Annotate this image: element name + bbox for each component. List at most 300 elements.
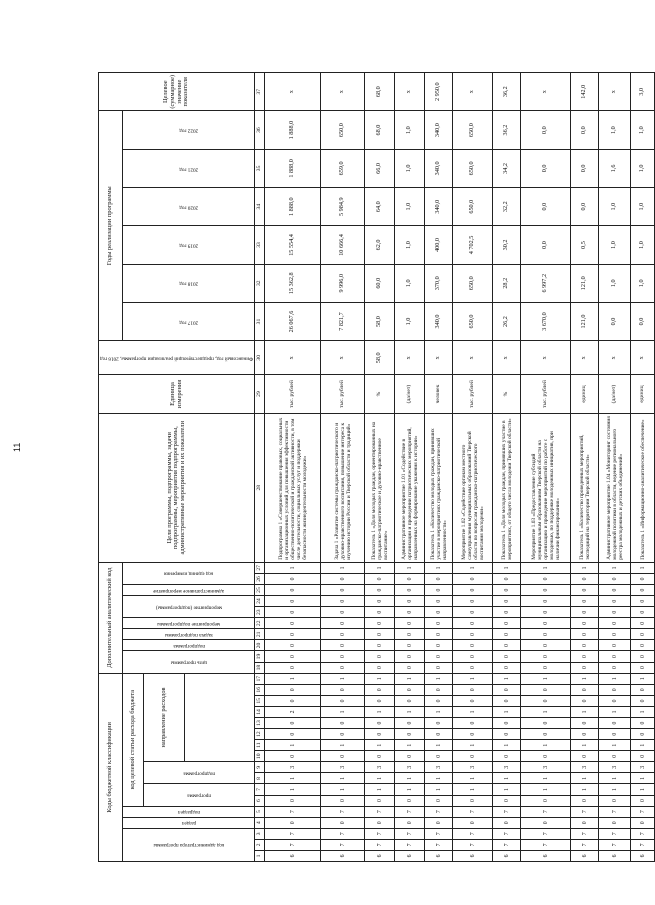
- year-value-cell: 1,0: [631, 149, 655, 187]
- code-cell: 0: [631, 817, 655, 828]
- unit-header: Единица измерения: [99, 375, 255, 413]
- code-cell: 1: [365, 773, 395, 784]
- code-cell: 0: [493, 640, 521, 651]
- code-cell: 0: [521, 751, 571, 762]
- code-cell: 0: [521, 651, 571, 662]
- code-cell: 1: [493, 706, 521, 717]
- code-cell: 7: [453, 806, 493, 817]
- year-value-cell: 15 554,4: [265, 226, 321, 264]
- code-cell: 1: [453, 740, 493, 751]
- column-number: 4: [255, 817, 265, 828]
- target-value-cell: х: [521, 73, 571, 111]
- column-number: 25: [255, 585, 265, 596]
- code-cell: 0: [395, 817, 425, 828]
- code-cell: 0: [453, 607, 493, 618]
- code-cell: 0: [365, 751, 395, 762]
- code-cell: 6: [599, 850, 631, 861]
- year-value-cell: 26 067,6: [265, 302, 321, 340]
- code-cell: 0: [631, 751, 655, 762]
- code-cell: 0: [365, 729, 395, 740]
- code-cell: 1: [395, 784, 425, 795]
- year-value-cell: 4 702,5: [453, 226, 493, 264]
- code-cell: 0: [425, 695, 453, 706]
- target-value-cell: х: [599, 73, 631, 111]
- code-cell: 7: [395, 839, 425, 850]
- unit-cell: единиц: [571, 375, 599, 413]
- code-cell: 0: [571, 596, 599, 607]
- kod-izm-header: код единиц измерения: [123, 562, 255, 584]
- code-cell: 0: [631, 695, 655, 706]
- code-cell: 0: [599, 618, 631, 629]
- column-number: 35: [255, 149, 265, 187]
- code-cell: 7: [425, 806, 453, 817]
- unit-cell: (да/нет): [395, 375, 425, 413]
- code-cell: 7: [453, 839, 493, 850]
- code-cell: 0: [493, 662, 521, 673]
- code-cell: 1: [571, 740, 599, 751]
- year-value-cell: 30,2: [493, 226, 521, 264]
- code-cell: 0: [321, 618, 365, 629]
- code-cell: 1: [453, 673, 493, 684]
- indicator-name-cell: Показатель 1 «Количество молодых граждан, принявших участие в мероприятиях гражданско-патриотической направленности»: [425, 413, 453, 562]
- code-cell: 6: [493, 850, 521, 861]
- code-cell: 0: [265, 684, 321, 695]
- column-number: 7: [255, 784, 265, 795]
- subprog-header: подпрограмма: [144, 762, 255, 784]
- code-cell: 0: [453, 640, 493, 651]
- unit-cell: человек: [425, 375, 453, 413]
- admin-meropr-header-2: административное мероприятие: [123, 585, 255, 596]
- indicator-name-cell: Показатель 1 «Количество проведенных мероприятий, экспедиций на территории Тверской области»: [571, 413, 599, 562]
- column-number: 17: [255, 673, 265, 684]
- code-cell: 0: [365, 607, 395, 618]
- code-cell: 0: [395, 795, 425, 806]
- code-cell: 1: [425, 773, 453, 784]
- code-cell: 0: [599, 573, 631, 584]
- code-cell: 3: [599, 762, 631, 773]
- year-value-cell: 1,0: [395, 188, 425, 226]
- code-cell: 0: [493, 629, 521, 640]
- code-cell: 7: [521, 806, 571, 817]
- code-cell: 7: [599, 839, 631, 850]
- column-number: 2: [255, 839, 265, 850]
- code-cell: 0: [321, 751, 365, 762]
- year-value-cell: 60,0: [365, 264, 395, 302]
- year-value-cell: 400,0: [425, 226, 453, 264]
- code-cell: 0: [571, 662, 599, 673]
- code-cell: 0: [321, 684, 365, 695]
- indicator-name-cell: Административное мероприятие 1.04 «Мониторинг состояния молодежной политики в области, ведение регионального реестра молодежных и детских объединений»: [599, 413, 631, 562]
- code-cell: 7: [365, 806, 395, 817]
- column-number: 10: [255, 751, 265, 762]
- column-number: 16: [255, 684, 265, 695]
- column-number: 37: [255, 73, 265, 111]
- code-cell: 0: [395, 662, 425, 673]
- year-value-cell: 5 984,9: [321, 188, 365, 226]
- code-cell: 0: [453, 751, 493, 762]
- fin-year-cell: х: [265, 341, 321, 375]
- code-cell: 0: [395, 618, 425, 629]
- year-value-cell: 15 362,8: [265, 264, 321, 302]
- code-cell: 0: [493, 695, 521, 706]
- code-cell: 6: [631, 850, 655, 861]
- year-2018-header: 2018 год: [123, 264, 255, 302]
- code-cell: 0: [321, 640, 365, 651]
- subprog-header-2: подпрограмма: [123, 640, 255, 651]
- indicator-name-cell: Мероприятие 1.03 «Предоставление субсидий муниципальным образованиям Тверской области на организацию и проведение мероприятий по работе с молодежью, по поддержке молодежных инициатив, при наличии финансирования»: [521, 413, 571, 562]
- year-2017-header: 2017 год: [123, 302, 255, 340]
- code-cell: 1: [425, 673, 453, 684]
- indicator-name-cell: Административное мероприятие 1.01 «Содействие в организации и проведении патриотических мероприятий, направленных на формирование уважения к истории»: [395, 413, 425, 562]
- year-value-cell: 26,2: [493, 302, 521, 340]
- code-cell: 0: [265, 596, 321, 607]
- code-cell: 0: [599, 585, 631, 596]
- column-number: 20: [255, 640, 265, 651]
- fin-year-cell: х: [425, 341, 453, 375]
- code-cell: 0: [493, 817, 521, 828]
- code-cell: 0: [321, 695, 365, 706]
- code-cell: 7: [631, 828, 655, 839]
- column-number: 19: [255, 651, 265, 662]
- code-cell: 0: [521, 629, 571, 640]
- code-cell: 0: [631, 629, 655, 640]
- code-cell: 0: [453, 651, 493, 662]
- code-cell: 7: [453, 828, 493, 839]
- code-cell: 7: [321, 839, 365, 850]
- code-cell: 0: [453, 662, 493, 673]
- table-row: [321, 73, 365, 862]
- code-cell: 1: [521, 706, 571, 717]
- fin-year-cell: х: [521, 341, 571, 375]
- code-cell: 1: [453, 562, 493, 573]
- year-value-cell: 6 997,2: [521, 264, 571, 302]
- code-cell: 0: [321, 717, 365, 728]
- code-cell: 6: [321, 850, 365, 861]
- code-cell: 0: [571, 817, 599, 828]
- code-cell: 0: [493, 729, 521, 740]
- zadacha-header: задача подпрограммы: [123, 629, 255, 640]
- column-number: 13: [255, 717, 265, 728]
- code-cell: 0: [265, 717, 321, 728]
- indicator-name-cell: Задача 1 «Развитие системы гражданско-патриотического и духовно-нравственного воспитания, повышение интереса к изучению истории России и Тверской области и традиций»: [321, 413, 365, 562]
- code-cell: 0: [425, 729, 453, 740]
- fin-year-cell: х: [631, 341, 655, 375]
- code-cell: 0: [631, 662, 655, 673]
- code-cell: 1: [521, 784, 571, 795]
- code-cell: 7: [631, 839, 655, 850]
- year-value-cell: 650,0: [453, 188, 493, 226]
- column-number: 15: [255, 695, 265, 706]
- code-cell: 0: [265, 629, 321, 640]
- admin-code-header: код администратора программы: [123, 828, 255, 861]
- code-cell: 0: [425, 651, 453, 662]
- program-indicators-table: [98, 72, 655, 862]
- code-cell: 0: [599, 629, 631, 640]
- year-value-cell: 0,0: [521, 188, 571, 226]
- prog-header: программа: [144, 784, 255, 806]
- code-cell: 0: [425, 585, 453, 596]
- year-2019-header: 2019 год: [123, 226, 255, 264]
- code-cell: 0: [453, 585, 493, 596]
- indicator-name-cell: Показатель 1 «Доля молодых граждан, принявших участие в мероприятиях, от общего числа молодежи Тверской области»: [493, 413, 521, 562]
- code-cell: 1: [425, 740, 453, 751]
- code-cell: 0: [365, 795, 395, 806]
- column-number: 34: [255, 188, 265, 226]
- column-number: 22: [255, 618, 265, 629]
- code-cell: 0: [453, 717, 493, 728]
- rotated-table-scan: [98, 72, 646, 862]
- code-cell: 0: [395, 695, 425, 706]
- code-cell: 1: [571, 706, 599, 717]
- code-cell: 0: [571, 717, 599, 728]
- year-value-cell: 58,0: [365, 302, 395, 340]
- code-cell: 0: [425, 596, 453, 607]
- code-cell: 0: [265, 585, 321, 596]
- code-cell: 0: [521, 795, 571, 806]
- year-value-cell: 0,0: [571, 111, 599, 149]
- code-cell: 7: [365, 828, 395, 839]
- code-cell: 0: [265, 662, 321, 673]
- code-cell: 0: [631, 795, 655, 806]
- code-cell: 0: [265, 729, 321, 740]
- year-value-cell: 370,0: [425, 264, 453, 302]
- fin-year-cell: х: [571, 341, 599, 375]
- code-cell: 1: [631, 784, 655, 795]
- code-cell: 0: [365, 640, 395, 651]
- code-cell: 0: [571, 607, 599, 618]
- year-value-cell: 0,5: [571, 226, 599, 264]
- code-cell: 7: [395, 828, 425, 839]
- napr-subheader: [185, 673, 255, 762]
- meropr-header: мероприятие подпрограммы: [123, 618, 255, 629]
- code-cell: 0: [365, 585, 395, 596]
- year-value-cell: 7 821,7: [321, 302, 365, 340]
- code-cell: 0: [493, 751, 521, 762]
- year-value-cell: 1,0: [395, 226, 425, 264]
- code-cell: 3: [321, 762, 365, 773]
- code-cell: 0: [521, 729, 571, 740]
- code-cell: 0: [493, 684, 521, 695]
- code-cell: 0: [265, 751, 321, 762]
- code-cell: 1: [265, 773, 321, 784]
- code-cell: 0: [365, 596, 395, 607]
- code-cell: 1: [493, 673, 521, 684]
- code-cell: 0: [631, 640, 655, 651]
- code-cell: 3: [395, 762, 425, 773]
- year-value-cell: 650,0: [453, 302, 493, 340]
- code-cell: 0: [599, 640, 631, 651]
- column-number: 21: [255, 629, 265, 640]
- code-cell: 1: [631, 673, 655, 684]
- code-cell: 3: [521, 762, 571, 773]
- code-cell: 1: [631, 706, 655, 717]
- code-cell: 7: [571, 828, 599, 839]
- code-cell: 0: [571, 684, 599, 695]
- code-cell: 0: [425, 629, 453, 640]
- code-cell: 7: [321, 806, 365, 817]
- code-cell: 0: [395, 573, 425, 584]
- code-cell: 0: [425, 717, 453, 728]
- year-value-cell: 0,0: [599, 302, 631, 340]
- code-cell: 0: [425, 817, 453, 828]
- column-number: 29: [255, 375, 265, 413]
- column-number: 24: [255, 596, 265, 607]
- code-cell: 0: [521, 607, 571, 618]
- year-value-cell: 1 888,0: [265, 188, 321, 226]
- code-cell: 0: [321, 596, 365, 607]
- unit-cell: %: [493, 375, 521, 413]
- year-value-cell: 34,2: [493, 149, 521, 187]
- year-value-cell: 1,0: [395, 111, 425, 149]
- table-row: [599, 73, 631, 862]
- table-row: [631, 73, 655, 862]
- year-value-cell: 1,0: [395, 149, 425, 187]
- code-cell: 1: [395, 773, 425, 784]
- code-cell: 1: [453, 784, 493, 795]
- code-cell: 1: [521, 673, 571, 684]
- code-cell: 0: [631, 618, 655, 629]
- code-cell: 0: [521, 596, 571, 607]
- code-cell: 0: [395, 585, 425, 596]
- code-cell: 0: [521, 817, 571, 828]
- code-cell: 1: [365, 673, 395, 684]
- code-cell: 1: [453, 706, 493, 717]
- indicator-name-cell: Подпрограмма 1 «Совершенствование правовых, социальных и организационных условий для повышения эффективности общественно-политической и гражданской активности, в том числе деятельности, социальных услуг и поддержки безопасности жизнедеятельности молодежи»: [265, 413, 321, 562]
- year-value-cell: 340,0: [425, 302, 453, 340]
- unit-cell: единиц: [631, 375, 655, 413]
- code-cell: 0: [521, 585, 571, 596]
- code-cell: 0: [395, 717, 425, 728]
- code-cell: 0: [631, 585, 655, 596]
- column-number: 5: [255, 806, 265, 817]
- code-cell: 0: [521, 618, 571, 629]
- year-value-cell: 1,6: [599, 149, 631, 187]
- year-value-cell: 28,2: [493, 264, 521, 302]
- year-2022-header: 2022 год: [123, 111, 255, 149]
- year-value-cell: 340,0: [425, 188, 453, 226]
- code-cell: 1: [395, 706, 425, 717]
- year-value-cell: 650,0: [453, 111, 493, 149]
- year-value-cell: 659,0: [321, 149, 365, 187]
- column-number: 32: [255, 264, 265, 302]
- code-cell: 0: [493, 795, 521, 806]
- code-cell: 0: [521, 573, 571, 584]
- napr-header: направление расходов: [144, 673, 185, 762]
- code-cell: 1: [631, 562, 655, 573]
- column-number: 9: [255, 762, 265, 773]
- code-cell: 0: [265, 651, 321, 662]
- year-2020-header: 2020 год: [123, 188, 255, 226]
- code-cell: 0: [631, 684, 655, 695]
- code-cell: 0: [521, 717, 571, 728]
- code-cell: 0: [631, 651, 655, 662]
- unit-cell: тыс. рублей: [321, 375, 365, 413]
- code-cell: 1: [631, 740, 655, 751]
- code-cell: 1: [631, 773, 655, 784]
- code-cell: 0: [265, 573, 321, 584]
- year-value-cell: 650,0: [321, 111, 365, 149]
- fin-year-cell: 58,0: [365, 341, 395, 375]
- code-cell: 0: [599, 695, 631, 706]
- year-value-cell: 1,0: [631, 111, 655, 149]
- code-cell: 0: [321, 573, 365, 584]
- year-value-cell: 650,0: [453, 264, 493, 302]
- code-cell: 7: [571, 839, 599, 850]
- code-cell: 0: [453, 795, 493, 806]
- table-row: [521, 73, 571, 862]
- column-number-row: [255, 73, 265, 862]
- code-cell: 7: [521, 839, 571, 850]
- code-cell: 0: [365, 629, 395, 640]
- code-cell: 6: [365, 850, 395, 861]
- unit-cell: %: [365, 375, 395, 413]
- csr-header: код целевой статьи расхода бюджета: [123, 673, 144, 806]
- podrazdel-header: подраздел: [123, 806, 255, 817]
- code-cell: 0: [571, 585, 599, 596]
- year-value-cell: 0,0: [521, 149, 571, 187]
- column-number: 36: [255, 111, 265, 149]
- code-cell: 1: [599, 562, 631, 573]
- code-cell: 1: [265, 562, 321, 573]
- target-value-cell: х: [395, 73, 425, 111]
- code-cell: 0: [631, 717, 655, 728]
- code-cell: 0: [493, 607, 521, 618]
- fin-year-header: Финансовый год, предшествующий реализации программы, 2016 год: [99, 341, 255, 375]
- column-number: 14: [255, 706, 265, 717]
- code-cell: 0: [521, 640, 571, 651]
- code-cell: 1: [571, 784, 599, 795]
- year-value-cell: 3 670,0: [521, 302, 571, 340]
- additional-code-header: Дополнительный аналитический код: [99, 562, 123, 673]
- year-value-cell: 36,2: [493, 111, 521, 149]
- year-value-cell: 0,0: [571, 149, 599, 187]
- column-number: 3: [255, 828, 265, 839]
- code-cell: 7: [493, 839, 521, 850]
- code-cell: 7: [631, 806, 655, 817]
- year-value-cell: 1 888,0: [265, 111, 321, 149]
- code-cell: 7: [521, 828, 571, 839]
- year-value-cell: 62,0: [365, 226, 395, 264]
- year-2021-header: 2021 год: [123, 149, 255, 187]
- year-value-cell: 1,0: [599, 188, 631, 226]
- indicator-name-cell: Мероприятие 1.02 «Содействие органам местного самоуправления муниципальных образований Тверской области по вопросам гражданско-патриотического воспитания молодежи»: [453, 413, 493, 562]
- code-cell: 0: [321, 662, 365, 673]
- code-cell: 1: [521, 740, 571, 751]
- code-cell: 0: [365, 618, 395, 629]
- code-cell: 1: [365, 562, 395, 573]
- code-cell: 1: [365, 784, 395, 795]
- target-value-cell: х: [265, 73, 321, 111]
- table-row: [425, 73, 453, 862]
- code-cell: 6: [571, 850, 599, 861]
- code-cell: 0: [395, 640, 425, 651]
- code-cell: 1: [265, 784, 321, 795]
- year-value-cell: 0,0: [521, 111, 571, 149]
- code-cell: 1: [321, 562, 365, 573]
- code-cell: 1: [599, 673, 631, 684]
- code-cell: 0: [571, 751, 599, 762]
- column-number: 12: [255, 729, 265, 740]
- code-cell: 0: [599, 729, 631, 740]
- unit-cell: тыс. рублей: [521, 375, 571, 413]
- year-value-cell: 0,0: [521, 226, 571, 264]
- column-number: 31: [255, 302, 265, 340]
- code-cell: 0: [571, 695, 599, 706]
- code-cell: 7: [365, 839, 395, 850]
- code-cell: 0: [631, 573, 655, 584]
- code-cell: 7: [265, 839, 321, 850]
- code-cell: 0: [599, 795, 631, 806]
